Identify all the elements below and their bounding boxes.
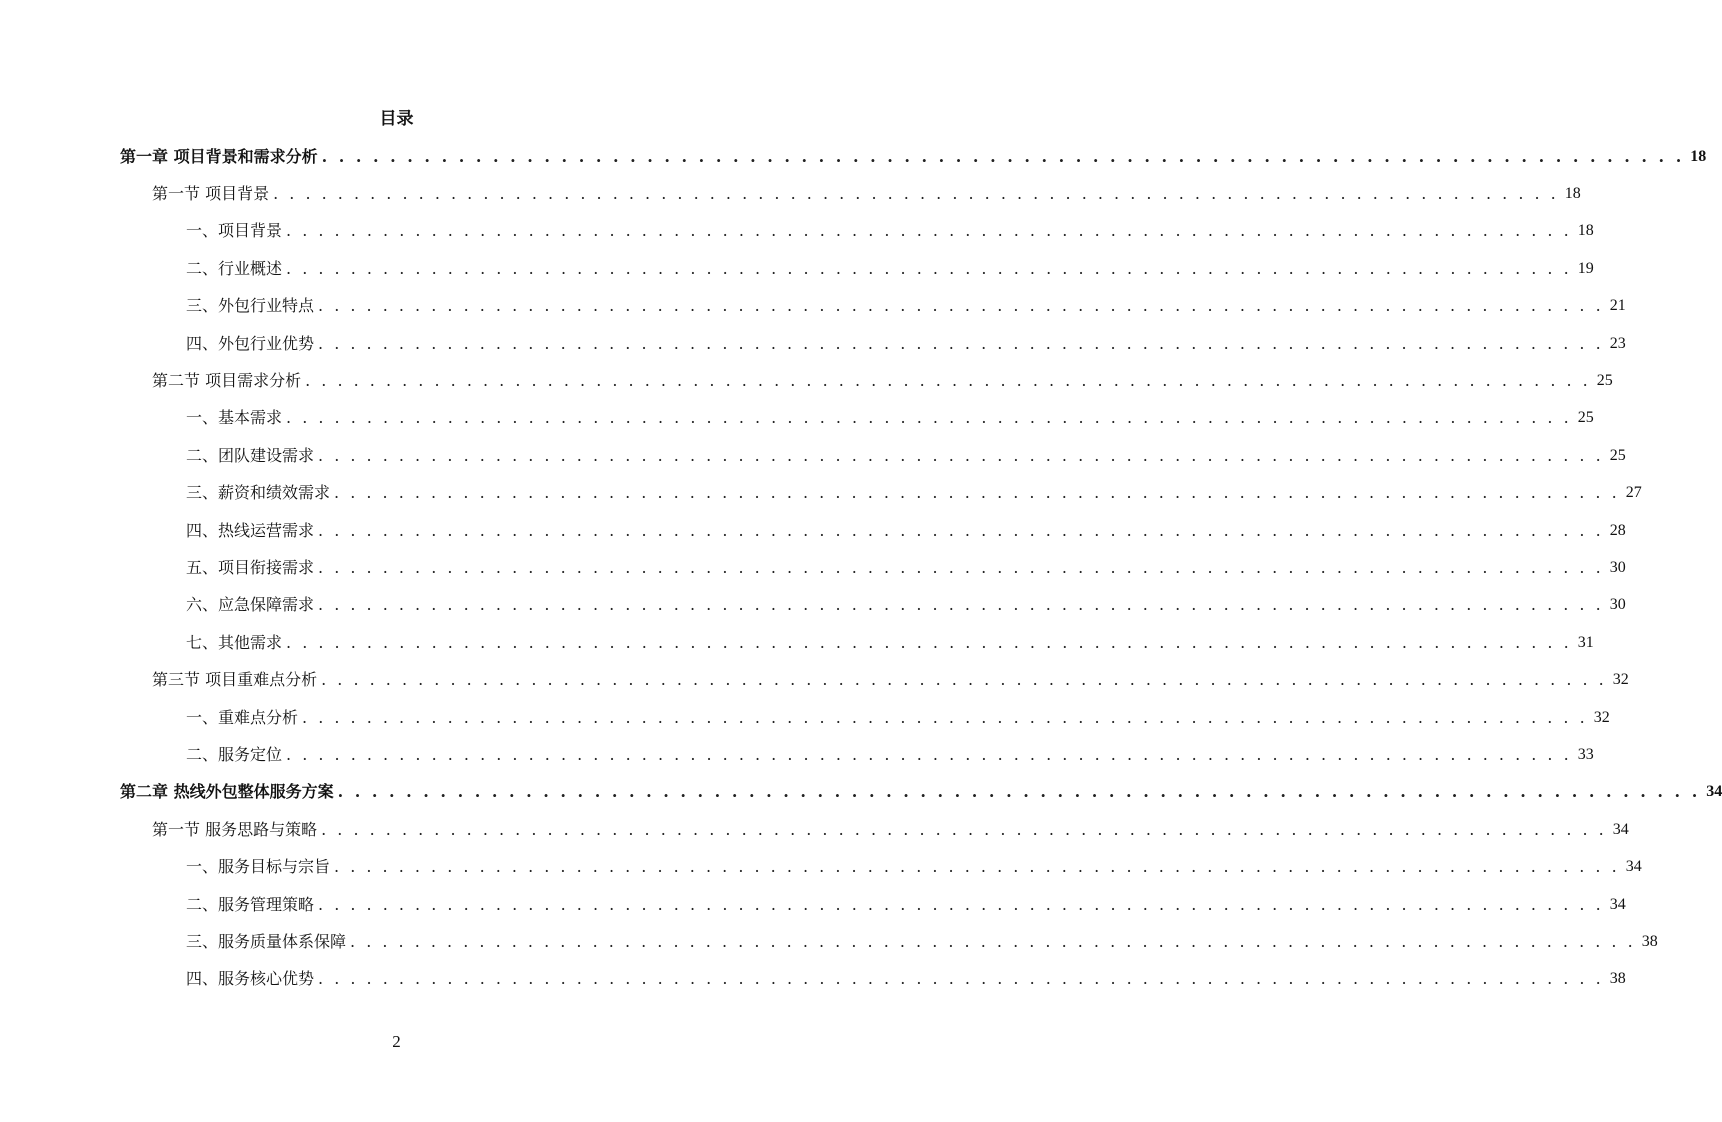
toc-entry[interactable]: [186, 587, 1626, 624]
toc-entry[interactable]: [152, 175, 1581, 212]
toc-entry-page: 30: [1609, 559, 1626, 577]
toc-entry-page: 25: [1577, 409, 1594, 427]
toc-entry[interactable]: [186, 549, 1626, 586]
toc-entry-page: 28: [1609, 521, 1626, 539]
toc-entry-page: 34: [1625, 858, 1642, 876]
toc-entry-page: 18: [1690, 147, 1707, 165]
toc-leader-dots: . . . . . . . . . . . . . . . . . . . . . . . . . . . . . . . . . . . . . . . . . . . . . . . . . . . . . . . . . . . . . . . . . . . . . . . . . . . . . . . .: [318, 894, 1604, 914]
toc-entry-label: 第二章 热线外包整体服务方案: [120, 782, 334, 802]
toc-entry[interactable]: [186, 475, 1642, 512]
toc-entry[interactable]: [186, 512, 1626, 549]
toc-entry[interactable]: [186, 437, 1626, 474]
toc-entry-label: 六、应急保障需求: [186, 595, 315, 615]
toc-entry-page: 21: [1609, 297, 1626, 315]
toc-entry-label: 一、基本需求: [186, 408, 283, 428]
toc-entry-label: 第一节 项目背景: [152, 184, 270, 204]
toc-entry[interactable]: [152, 362, 1613, 399]
toc-entry-page: 25: [1609, 446, 1626, 464]
toc-entry[interactable]: [186, 400, 1594, 437]
toc-leader-dots: . . . . . . . . . . . . . . . . . . . . . . . . . . . . . . . . . . . . . . . . . . . . . . . . . . . . . . . . . . . . . . . . . . . . . . . . . . . . . . . .: [321, 670, 1607, 690]
toc-entry[interactable]: [186, 736, 1594, 773]
toc-entry[interactable]: [186, 325, 1626, 362]
toc-leader-dots: . . . . . . . . . . . . . . . . . . . . . . . . . . . . . . . . . . . . . . . . . . . . . . . . . . . . . . . . . . . . . . . . . . . . . . . . . . . . . . . .: [273, 184, 1559, 204]
toc-entry-page: 30: [1609, 596, 1626, 614]
toc-entry-page: 31: [1577, 633, 1594, 651]
toc-entry[interactable]: [120, 774, 1722, 811]
toc-leader-dots: . . . . . . . . . . . . . . . . . . . . . . . . . . . . . . . . . . . . . . . . . . . . . . . . . . . . . . . . . . . . . . . . . . . . . . . . . . . . . . . .: [318, 595, 1604, 615]
toc-entry-page: 34: [1706, 783, 1722, 801]
toc-leader-dots: . . . . . . . . . . . . . . . . . . . . . . . . . . . . . . . . . . . . . . . . . . . . . . . . . . . . . . . . . . . . . . . . . . . . . . . . . . . . . . . .: [318, 333, 1604, 353]
toc-leader-dots: . . . . . . . . . . . . . . . . . . . . . . . . . . . . . . . . . . . . . . . . . . . . . . . . . . . . . . . . . . . . . . . . . . . . . . . . . . . . . . . .: [286, 258, 1572, 278]
toc-entry-label: 七、其他需求: [186, 632, 283, 652]
toc-entry[interactable]: [186, 250, 1594, 287]
toc-title: 目录: [379, 109, 414, 129]
toc-entry-label: 四、热线运营需求: [186, 520, 315, 540]
toc-entry-label: 第二节 项目需求分析: [152, 371, 302, 391]
toc-entry-page: 18: [1564, 185, 1581, 203]
toc-leader-dots: . . . . . . . . . . . . . . . . . . . . . . . . . . . . . . . . . . . . . . . . . . . . . . . . . . . . . . . . . . . . . . . . . . . . . . . . . . . . . . . .: [286, 408, 1572, 428]
toc-entry-page: 38: [1609, 970, 1626, 988]
toc-leader-dots: . . . . . . . . . . . . . . . . . . . . . . . . . . . . . . . . . . . . . . . . . . . . . . . . . . . . . . . . . . . . . . . . . . . . . . . . . . . . . . . .: [286, 221, 1572, 241]
toc-entry-label: 二、服务管理策略: [186, 894, 315, 914]
toc-leader-dots: . . . . . . . . . . . . . . . . . . . . . . . . . . . . . . . . . . . . . . . . . . . . . . . . . . . . . . . . . . . . . . . . . . . . . . . . . . . . . . . .: [350, 932, 1636, 952]
toc-leader-dots: . . . . . . . . . . . . . . . . . . . . . . . . . . . . . . . . . . . . . . . . . . . . . . . . . . . . . . . . . . . . . . . . . . . . . . . . . . . . . . . .: [302, 707, 1588, 727]
toc-entry-label: 一、项目背景: [186, 221, 283, 241]
toc-entry-page: 19: [1577, 259, 1594, 277]
toc-leader-dots: . . . . . . . . . . . . . . . . . . . . . . . . . . . . . . . . . . . . . . . . . . . . . . . . . . . . . . . . . . . . . . . . . . . . . . . . . . . . . . . .: [337, 782, 1701, 802]
toc-entry[interactable]: [186, 213, 1594, 250]
toc-entry[interactable]: [186, 699, 1610, 736]
toc-entry-page: 23: [1609, 334, 1626, 352]
toc-entry-label: 二、团队建设需求: [186, 445, 315, 465]
toc-entry[interactable]: [186, 923, 1658, 960]
toc-entry-page: 32: [1593, 708, 1610, 726]
toc-entry[interactable]: [186, 961, 1626, 998]
toc-leader-dots: . . . . . . . . . . . . . . . . . . . . . . . . . . . . . . . . . . . . . . . . . . . . . . . . . . . . . . . . . . . . . . . . . . . . . . . . . . . . . . . .: [318, 558, 1604, 578]
toc-entry[interactable]: [120, 138, 1707, 175]
toc-entry[interactable]: [186, 624, 1594, 661]
toc-entry-label: 四、服务核心优势: [186, 969, 315, 989]
toc-entry-label: 第一节 服务思路与策略: [152, 819, 318, 839]
toc-entry-label: 三、服务质量体系保障: [186, 932, 347, 952]
toc-entry-page: 33: [1577, 746, 1594, 764]
toc-leader-dots: . . . . . . . . . . . . . . . . . . . . . . . . . . . . . . . . . . . . . . . . . . . . . . . . . . . . . . . . . . . . . . . . . . . . . . . . . . . . . . . .: [318, 520, 1604, 540]
toc-entry-label: 三、外包行业特点: [186, 296, 315, 316]
toc-entry-label: 五、项目衔接需求: [186, 558, 315, 578]
toc-entry-page: 18: [1577, 222, 1594, 240]
toc-entry[interactable]: [186, 288, 1626, 325]
toc-entry-label: 四、外包行业优势: [186, 333, 315, 353]
toc-leader-dots: . . . . . . . . . . . . . . . . . . . . . . . . . . . . . . . . . . . . . . . . . . . . . . . . . . . . . . . . . . . . . . . . . . . . . . . . . . . . . . . .: [318, 445, 1604, 465]
toc-entry-page: 32: [1612, 671, 1629, 689]
toc-leader-dots: . . . . . . . . . . . . . . . . . . . . . . . . . . . . . . . . . . . . . . . . . . . . . . . . . . . . . . . . . . . . . . . . . . . . . . . . . . . . . . . .: [305, 371, 1591, 391]
toc-leader-dots: . . . . . . . . . . . . . . . . . . . . . . . . . . . . . . . . . . . . . . . . . . . . . . . . . . . . . . . . . . . . . . . . . . . . . . . . . . . . . . . .: [318, 296, 1604, 316]
toc-entry-label: 第三节 项目重难点分析: [152, 670, 318, 690]
page-number: 2: [392, 1032, 401, 1051]
toc-entry-page: 25: [1596, 372, 1613, 390]
toc-entry-page: 38: [1641, 933, 1658, 951]
toc-leader-dots: . . . . . . . . . . . . . . . . . . . . . . . . . . . . . . . . . . . . . . . . . . . . . . . . . . . . . . . . . . . . . . . . . . . . . . . . . . . . . . . .: [318, 969, 1604, 989]
toc-entry-label: 三、薪资和绩效需求: [186, 483, 331, 503]
toc-leader-dots: . . . . . . . . . . . . . . . . . . . . . . . . . . . . . . . . . . . . . . . . . . . . . . . . . . . . . . . . . . . . . . . . . . . . . . . . . . . . . . . .: [334, 857, 1620, 877]
toc-leader-dots: . . . . . . . . . . . . . . . . . . . . . . . . . . . . . . . . . . . . . . . . . . . . . . . . . . . . . . . . . . . . . . . . . . . . . . . . . . . . . . . .: [334, 483, 1620, 503]
toc-leader-dots: . . . . . . . . . . . . . . . . . . . . . . . . . . . . . . . . . . . . . . . . . . . . . . . . . . . . . . . . . . . . . . . . . . . . . . . . . . . . . . . .: [321, 146, 1685, 166]
toc-entry-label: 二、行业概述: [186, 258, 283, 278]
toc-entry-page: 34: [1609, 895, 1626, 913]
toc-entry-label: 一、服务目标与宗旨: [186, 857, 331, 877]
toc-leader-dots: . . . . . . . . . . . . . . . . . . . . . . . . . . . . . . . . . . . . . . . . . . . . . . . . . . . . . . . . . . . . . . . . . . . . . . . . . . . . . . . .: [286, 745, 1572, 765]
toc-leader-dots: . . . . . . . . . . . . . . . . . . . . . . . . . . . . . . . . . . . . . . . . . . . . . . . . . . . . . . . . . . . . . . . . . . . . . . . . . . . . . . . .: [321, 819, 1607, 839]
toc-entry-label: 一、重难点分析: [186, 707, 299, 727]
toc-entry-label: 二、服务定位: [186, 745, 283, 765]
toc-entry-page: 34: [1612, 820, 1629, 838]
toc-entry[interactable]: [186, 886, 1626, 923]
toc-entry[interactable]: [152, 811, 1629, 848]
toc-leader-dots: . . . . . . . . . . . . . . . . . . . . . . . . . . . . . . . . . . . . . . . . . . . . . . . . . . . . . . . . . . . . . . . . . . . . . . . . . . . . . . . .: [286, 632, 1572, 652]
toc-entry[interactable]: [152, 662, 1629, 699]
toc-entry-label: 第一章 项目背景和需求分析: [120, 146, 318, 166]
toc-entry-page: 27: [1625, 484, 1642, 502]
toc-entry[interactable]: [186, 849, 1642, 886]
